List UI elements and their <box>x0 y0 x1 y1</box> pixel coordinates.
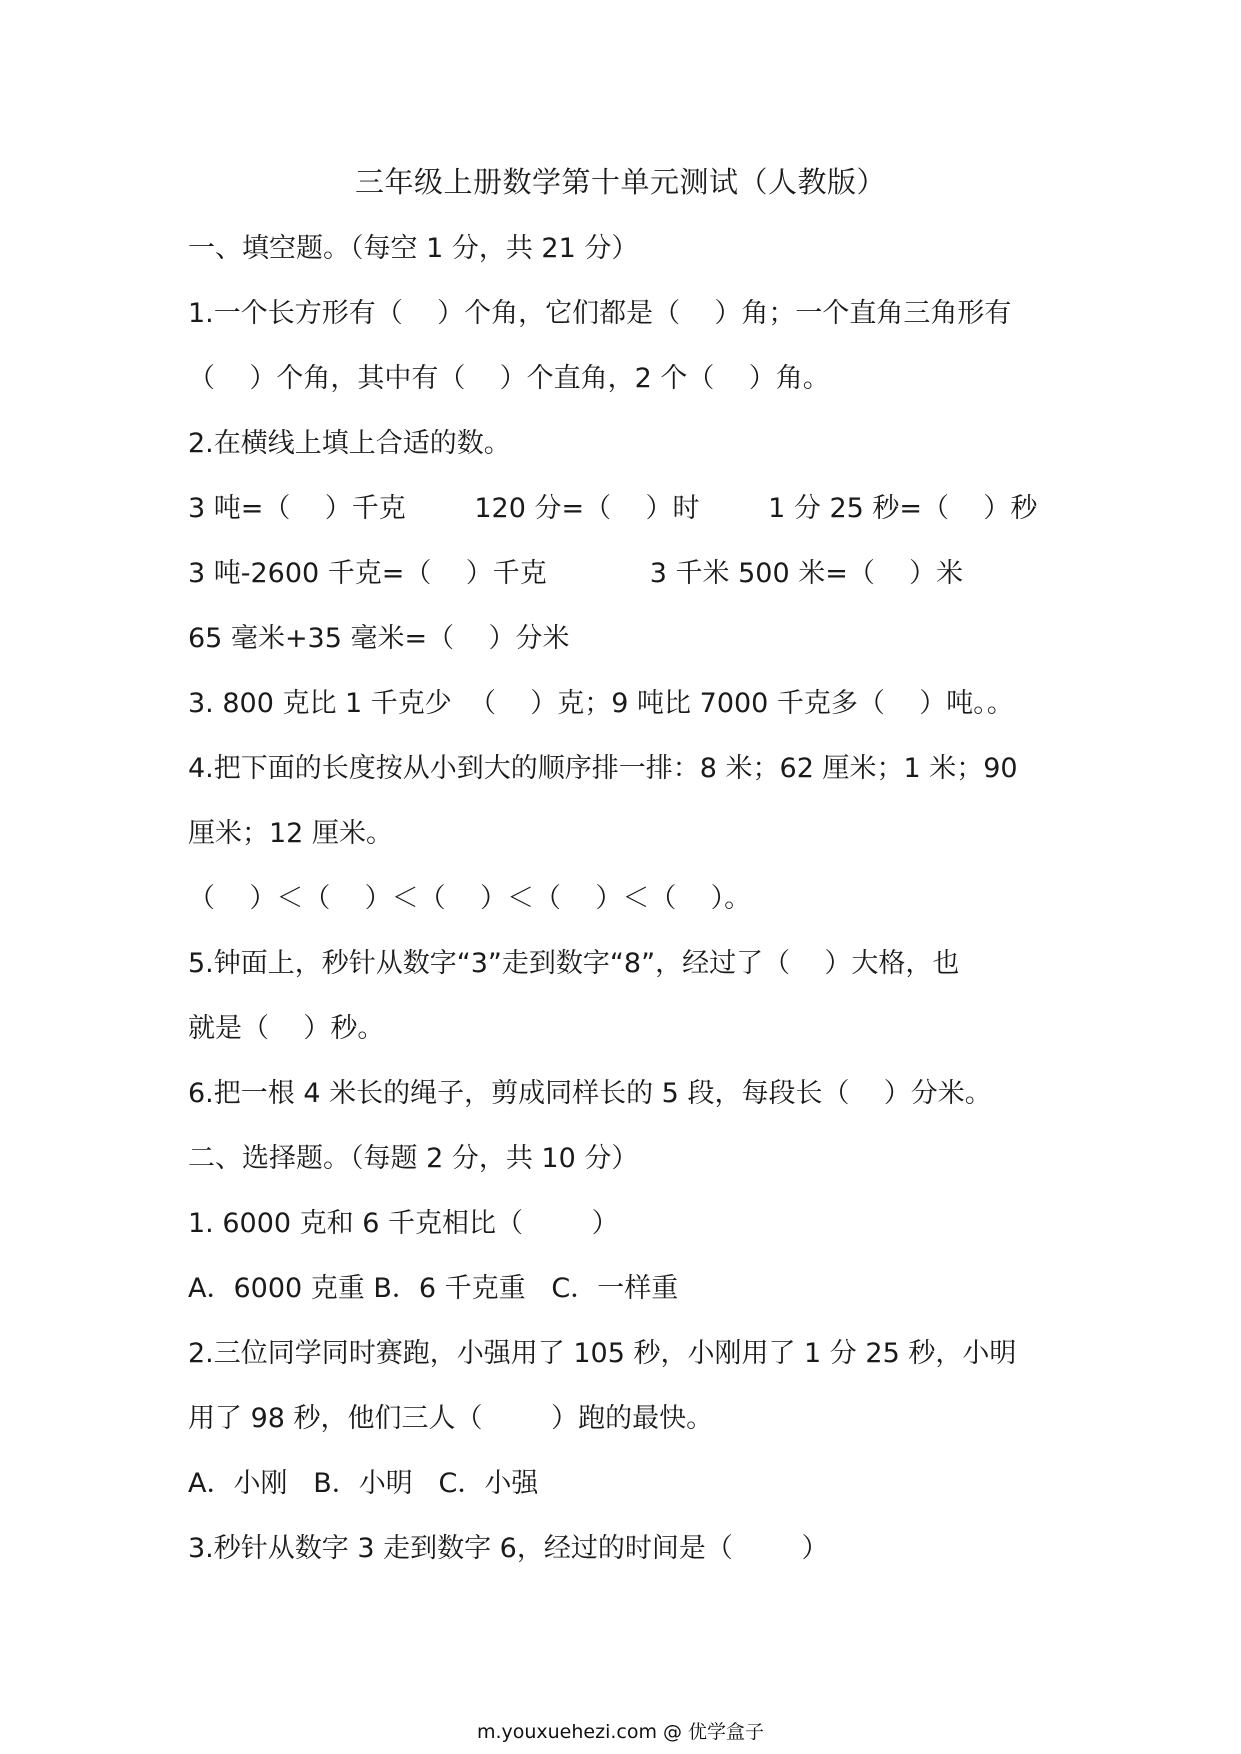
choice-question-1: 1. 6000 克和 6 千克相比（ ） <box>188 1208 619 1239</box>
choice-question-2-line-2: 用了 98 秒，他们三人（ ）跑的最快。 <box>188 1403 714 1434</box>
question-1-line-1: 1.一个长方形有（ ）个角，它们都是（ ）角；一个直角三角形有 <box>188 298 1012 329</box>
question-5-line-2: 就是（ ）秒。 <box>188 1013 385 1044</box>
choice-question-2-line-1: 2.三位同学同时赛跑，小强用了 105 秒，小刚用了 1 分 25 秒，小明 <box>188 1338 1017 1369</box>
footer-watermark: m.youxuehezi.com @ 优学盒子 <box>476 1721 765 1743</box>
question-4-line-3: （ ）＜（ ）＜（ ）＜（ ）＜（ ）。 <box>188 883 752 914</box>
question-4-line-1: 4.把下面的长度按从小到大的顺序排一排：8 米；62 厘米；1 米；90 <box>188 753 1018 784</box>
question-2-line-1: 2.在横线上填上合适的数。 <box>188 428 511 459</box>
section2-heading: 二、选择题。（每题 2 分，共 10 分） <box>188 1143 639 1174</box>
choice-question-1-options: A．6000 克重 B．6 千克重 C．一样重 <box>188 1273 679 1304</box>
question-3: 3. 800 克比 1 千克少 （ ）克；9 吨比 7000 千克多（ ）吨。。 <box>188 688 1014 719</box>
question-1-line-2: （ ）个角，其中有（ ）个直角，2 个（ ）角。 <box>188 363 830 394</box>
question-2-line-4: 65 毫米+35 毫米=（ ）分米 <box>188 623 570 654</box>
choice-question-3: 3.秒针从数字 3 走到数字 6，经过的时间是（ ） <box>188 1533 829 1564</box>
page-title: 三年级上册数学第十单元测试（人教版） <box>354 165 886 199</box>
question-6: 6.把一根 4 米长的绳子，剪成同样长的 5 段，每段长（ ）分米。 <box>188 1078 992 1109</box>
question-4-line-2: 厘米；12 厘米。 <box>188 818 393 849</box>
section1-heading: 一、填空题。（每空 1 分，共 21 分） <box>188 233 639 264</box>
question-2-line-3: 3 吨-2600 千克=（ ）千克 3 千米 500 米=（ ）米 <box>188 558 964 589</box>
question-5-line-1: 5.钟面上，秒针从数字“3”走到数字“8”，经过了（ ）大格，也 <box>188 948 960 979</box>
question-2-line-2: 3 吨=（ ）千克 120 分=（ ）时 1 分 25 秒=（ ）秒 <box>188 493 1038 524</box>
choice-question-2-options: A．小刚 B．小明 C．小强 <box>188 1468 539 1499</box>
